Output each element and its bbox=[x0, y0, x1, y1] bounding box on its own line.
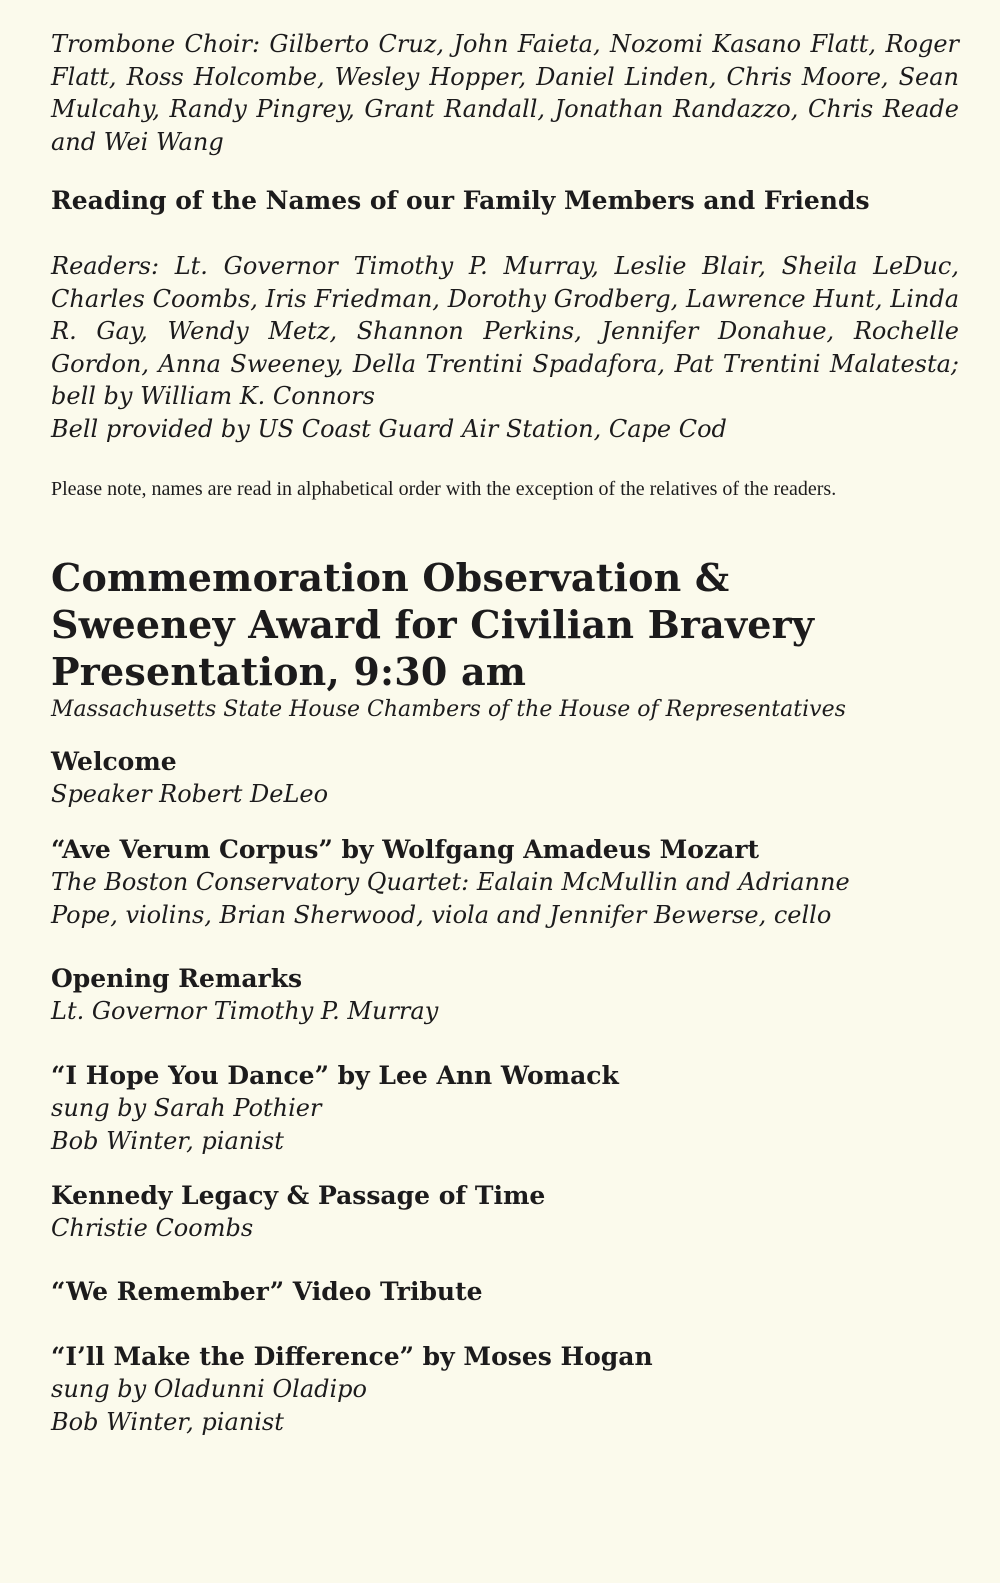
section-title-line-2: Sweeney Award for Civilian Bravery bbox=[51, 602, 815, 647]
program-item-title: “I Hope You Dance” by Lee Ann Womack bbox=[51, 1061, 619, 1090]
program-item-line: Bob Winter, pianist bbox=[51, 1407, 284, 1436]
section-title-block bbox=[51, 554, 959, 725]
program-item-line: Lt. Governor Timothy P. Murray bbox=[51, 997, 439, 1025]
program-item bbox=[51, 1060, 959, 1157]
program-item-title: Opening Remarks bbox=[51, 964, 303, 993]
program-item bbox=[51, 1341, 959, 1438]
program-item-title: “Ave Verum Corpus” by Wolfgang Amadeus Mozart bbox=[51, 835, 760, 864]
readers-text: Readers: Lt. Governor Timothy P. Murray, Leslie Blair, Sheila LeDuc, Charles Coombs, Iris Friedman, Dorothy Grodberg, Lawrence Hunt, Linda R. Gay, Wendy Metz, Shannon Perkins, Jennifer Donahue, Rochelle Gordon, Anna Sweeney, Della Trentini Spadafora, Pat Trentini Malatesta; bell by William K. Connors bbox=[51, 252, 959, 410]
program-item-line: Speaker Robert DeLeo bbox=[51, 780, 329, 808]
program-item-line: Bob Winter, pianist bbox=[51, 1126, 284, 1155]
section-title-line-3: Presentation, 9:30 am bbox=[51, 649, 527, 694]
bell-credit: Bell provided by US Coast Guard Air Station, Cape Cod bbox=[51, 414, 727, 443]
program-item bbox=[51, 746, 959, 811]
program-item-title: “We Remember” Video Tribute bbox=[51, 1277, 483, 1306]
trombone-choir-text: Trombone Choir: Gilberto Cruz, John Faieta, Nozomi Kasano Flatt, Roger Flatt, Ross Holcombe, Wesley Hopper, Daniel Linden, Chris Moore, Sean Mulcahy, Randy Pingrey, Grant Randall, Jonathan Randazzo, Chris Reade and Wei Wang bbox=[51, 30, 959, 156]
reading-note: Please note, names are read in alphabetical order with the exception of the relatives of the readers. bbox=[51, 478, 837, 500]
program-item-line: The Boston Conservatory Quartet: Ealain McMullin and Adrianne bbox=[51, 868, 850, 896]
reading-note-block bbox=[51, 476, 959, 503]
program-item-title: “I’ll Make the Difference” by Moses Hogan bbox=[51, 1342, 653, 1371]
trombone-choir-block bbox=[51, 28, 959, 158]
program-item-title: Welcome bbox=[51, 747, 177, 776]
section-title-line-1: Commemoration Observation & bbox=[51, 555, 730, 600]
program-item bbox=[51, 963, 959, 1028]
reading-heading-block bbox=[51, 185, 959, 217]
program-item-line: sung by Oladunni Oladipo bbox=[51, 1375, 367, 1403]
program-item bbox=[51, 834, 959, 931]
program-item-title: Kennedy Legacy & Passage of Time bbox=[51, 1181, 546, 1210]
program-item bbox=[51, 1180, 959, 1245]
program-item-line: sung by Sarah Pothier bbox=[51, 1094, 322, 1122]
section-venue: Massachusetts State House Chambers of the House of Representatives bbox=[51, 697, 846, 722]
program-item-line: Pope, violins, Brian Sherwood, viola and Jennifer Bewerse, cello bbox=[51, 900, 832, 929]
program-item-line: Christie Coombs bbox=[51, 1214, 254, 1242]
reading-heading: Reading of the Names of our Family Members and Friends bbox=[51, 186, 870, 215]
readers-block bbox=[51, 250, 959, 445]
program-item bbox=[51, 1276, 959, 1308]
